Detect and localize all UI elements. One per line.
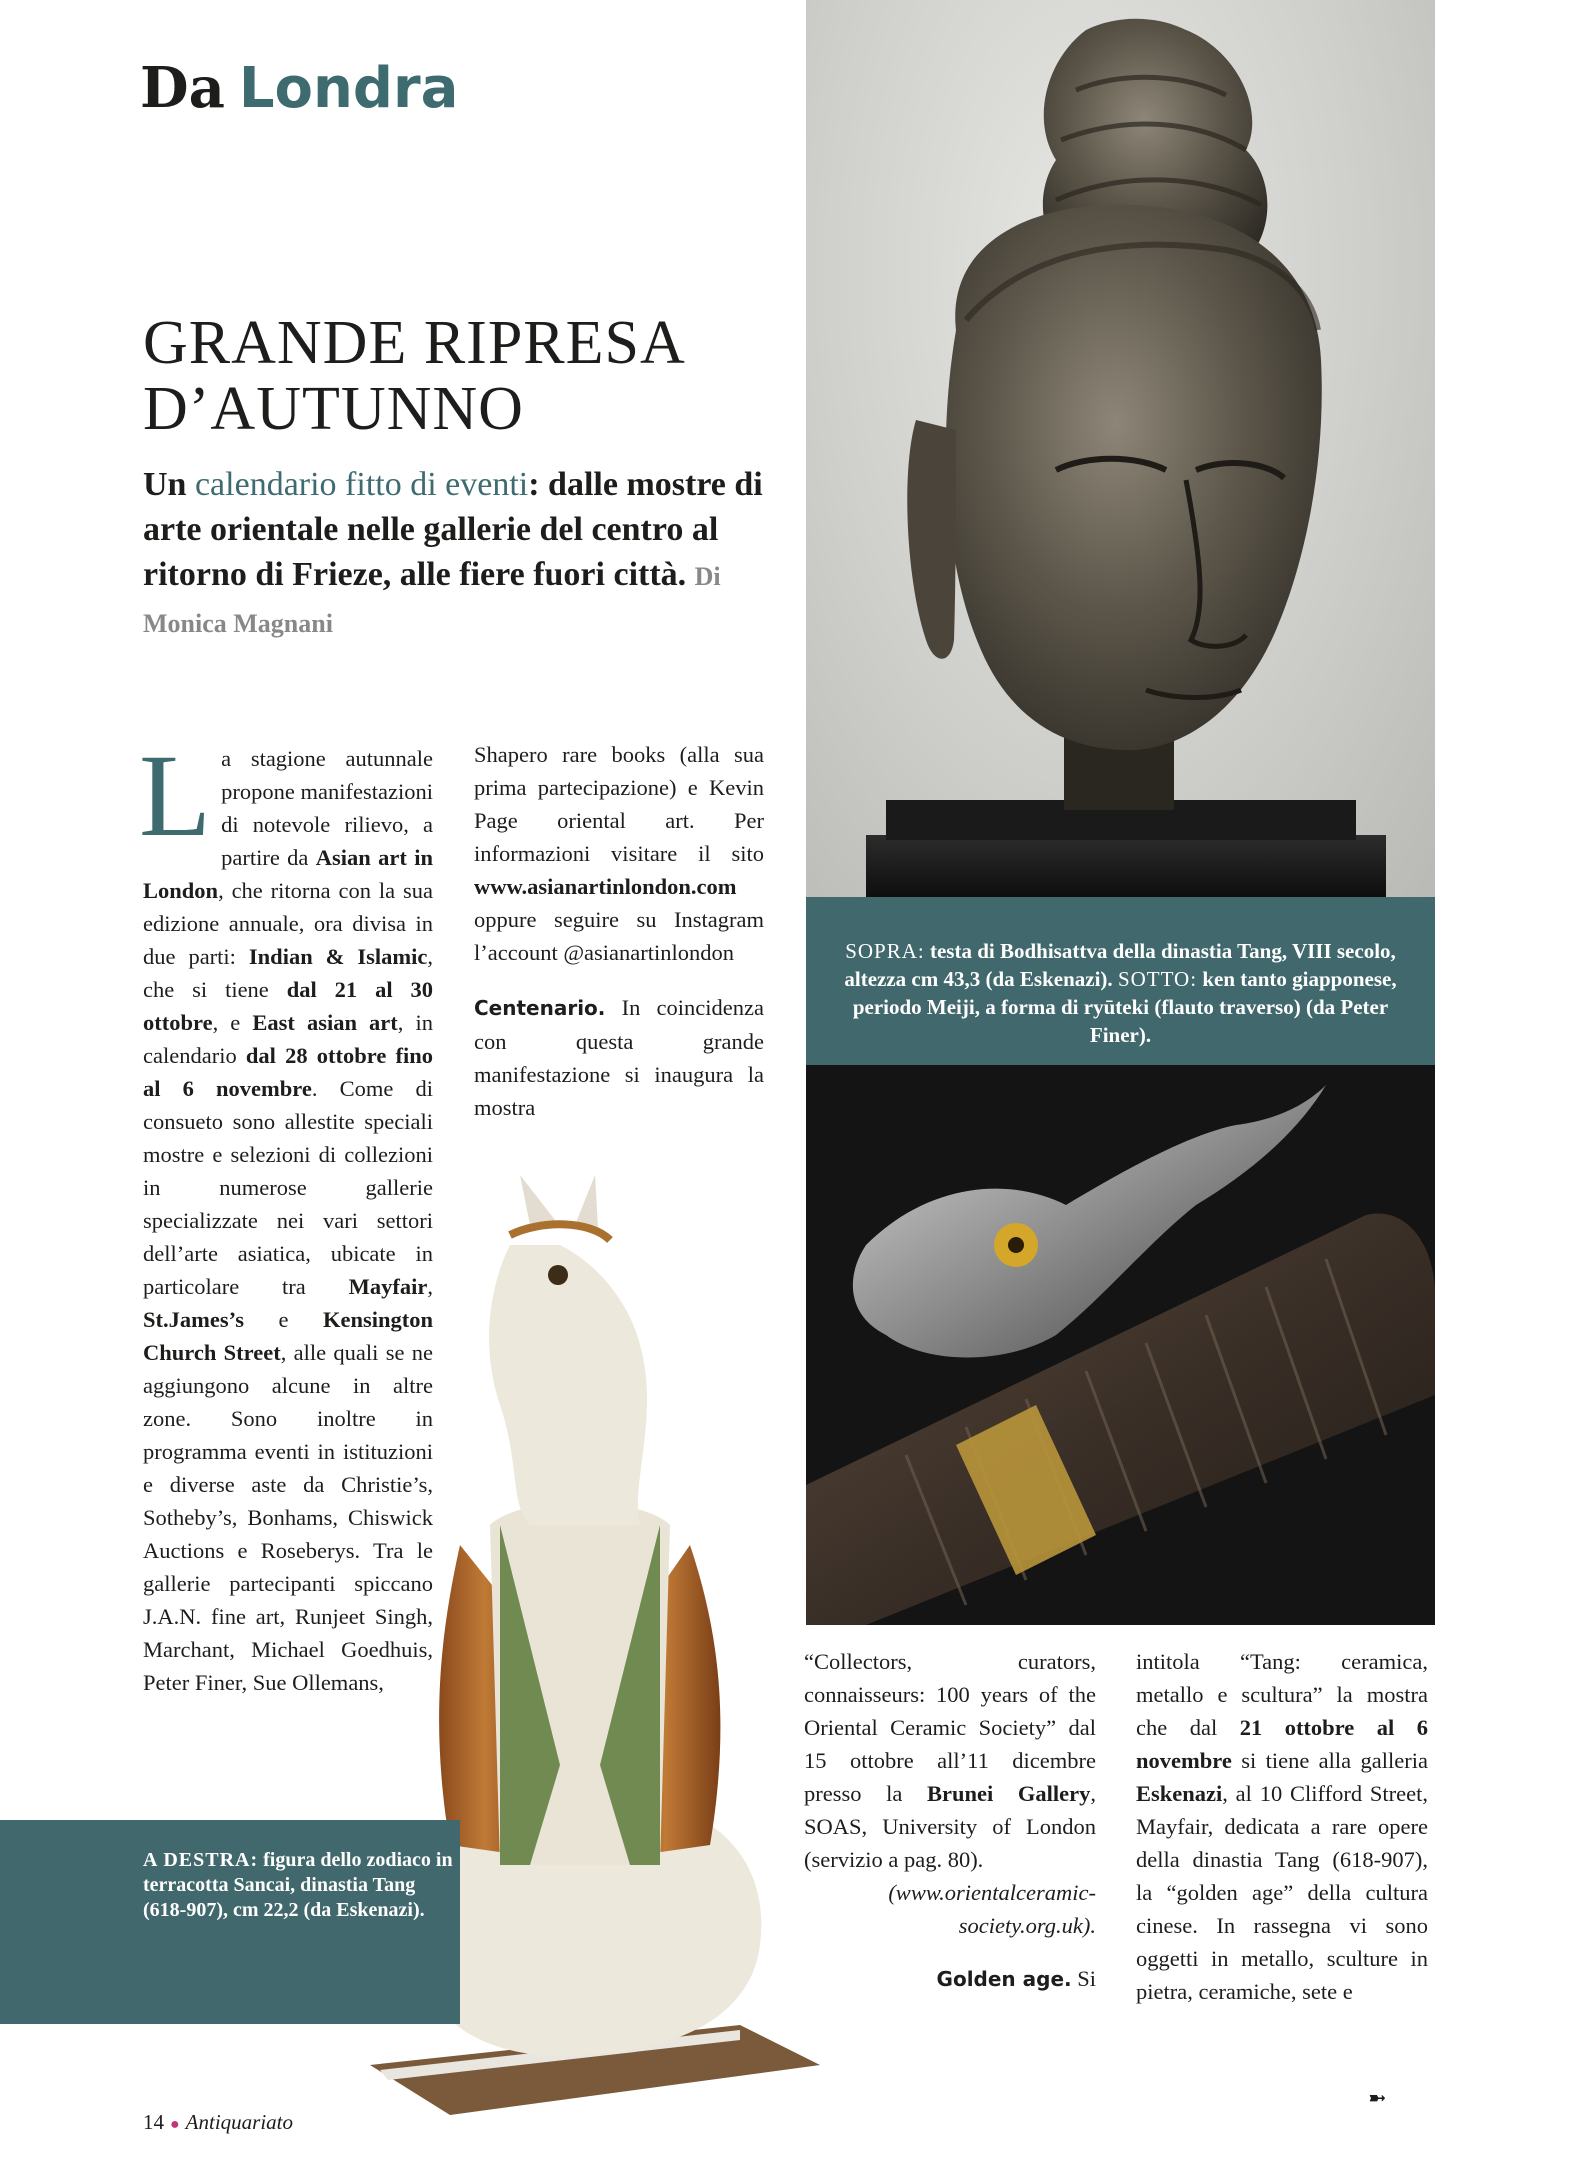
col3-text-2: , SOAS, University of London (servizio a pag. 80).: [804, 1781, 1097, 1872]
dek-intro: Un: [143, 466, 187, 503]
bodhisattva-head-photo: [806, 0, 1435, 897]
golden-age-lead: Golden age.: [936, 1967, 1072, 1991]
col1-bold-4: East asian art: [252, 1010, 398, 1035]
col3-text-1: “Collectors, curators, connaisseurs: 100 years of the Oriental Ceramic Society” dal 15 ottobre all’11 dicembre presso la: [804, 1649, 1096, 1806]
article-dek: [143, 462, 783, 646]
centenario-lead: Centenario.: [474, 996, 606, 1020]
col1-text-3: , che si tiene: [143, 944, 433, 1002]
bodhisattva-illustration: [806, 0, 1435, 897]
caption-top-text-1: testa di Bodhisattva della dinastia Tang, VIII secolo, altezza cm 43,3 (da Eskenazi).: [844, 939, 1396, 991]
article-headline: [143, 310, 686, 442]
col4-text-3: , al 10 Clifford Street, Mayfair, dedicata a rare opere della dinastia Tang (618-907), la “golden age” della cultura cinese. In rassegna vi sono oggetti in metallo, sculture in pietra, ceramiche, sete e: [1136, 1781, 1428, 2004]
source-url: (www.orientalceramic-society.org.uk).: [888, 1880, 1096, 1938]
page-folio: [143, 2110, 293, 2137]
col1-text-7: ,: [427, 1274, 434, 1299]
col4-bold-2: Eskenazi: [1136, 1781, 1223, 1806]
continue-arrow-icon: ➼: [1368, 2086, 1387, 2111]
col4-bold-1: 21 ottobre al 6 novembre: [1136, 1715, 1428, 1773]
col1-bold-1: Asian art in London: [143, 845, 433, 903]
col1-text-5: , in calendario: [143, 1010, 433, 1068]
body-column-3: [804, 1645, 1096, 1996]
col1-bold-7: St.James’s: [143, 1307, 245, 1332]
caption-left: [0, 1820, 460, 2024]
col3-bold-1: Brunei Gallery: [927, 1781, 1091, 1806]
dragon-tanto-photo: [806, 1065, 1435, 1625]
page-number: 14: [143, 2110, 164, 2134]
caption-top-text-2: ken tanto giapponese, periodo Meiji, a forma di ryūteki (flauto traverso) (da Peter Finer).: [852, 967, 1397, 1047]
section-prefix: Da: [140, 55, 225, 121]
col1-text-1: a stagione autunnale propone manifestazioni di notevole rilievo, a partire da: [221, 746, 433, 870]
section-header: [140, 55, 459, 121]
col2-text-1: Shapero rare books (alla sua prima partecipazione) e Kevin Page oriental art. Per informazioni visitare il sito: [474, 742, 764, 866]
bullet-dot-icon: ●: [170, 2116, 180, 2133]
headline-line-2: D’AUTUNNO: [143, 375, 524, 443]
byline: Di Monica Magnani: [143, 562, 721, 638]
col3-text-3: Si: [1077, 1966, 1096, 1991]
col4-text-2: si tiene alla galleria: [1241, 1748, 1428, 1773]
col1-text-6: . Come di consueto sono allestite speciali mostre e selezioni di collezioni in numerose gallerie specializzate nei vari settori dell’arte asiatica, ubicate in particolare tra: [143, 1076, 434, 1299]
body-column-4: [1136, 1645, 1428, 2008]
magazine-name: Antiquariato: [185, 2110, 294, 2134]
col1-text-8: e: [278, 1307, 289, 1332]
drop-cap: L: [139, 730, 212, 861]
dek-rest: : dalle mostre di arte orientale nelle gallerie del centro al ritorno di Frieze, alle fiere fuori città.: [143, 466, 763, 593]
col1-text-2: , che ritorna con la sua edizione annuale, ora divisa in due parti:: [143, 878, 433, 969]
caption-top-lead: SOPRA:: [845, 939, 925, 963]
headline-line-1: GRANDE RIPRESA: [143, 309, 686, 377]
col4-text-1: intitola “Tang: ceramica, metallo e scultura” la mostra che dal: [1136, 1649, 1428, 1740]
website-link[interactable]: www.asianartinlondon.com: [474, 874, 737, 899]
col2-text-2: oppure seguire su Instagram l’account @asianartinlondon: [474, 907, 764, 965]
col1-bold-2: Indian & Islamic: [248, 944, 428, 969]
col1-bold-6: Mayfair: [348, 1274, 428, 1299]
caption-left-text: figura dello zodiaco in terracotta Sancai, dinastia Tang (618-907), cm 22,2 (da Eskenazi).: [143, 1849, 453, 1921]
col1-bold-5: dal 28 ottobre fino al 6 novembre: [143, 1043, 434, 1101]
col1-text-4: , e: [212, 1010, 241, 1035]
col1-bold-8: Kensington Church Street: [143, 1307, 433, 1365]
body-column-2: [474, 738, 764, 1124]
dek-highlight: calendario fitto di eventi: [194, 466, 529, 503]
col1-text-9: , alle quali se ne aggiungono alcune in altre zone. Sono inoltre in programma eventi in istituzioni e diverse aste da Christie’s, Sotheby’s, Bonhams, Chiswick Auctions e Roseberys. Tra le gallerie partecipanti spiccano J.A.N. fine art, Runjeet Singh, Marchant, Michael Goedhuis, Peter Finer, Sue Ollemans,: [143, 1340, 433, 1695]
caption-top-lead-2: SOTTO:: [1117, 967, 1198, 991]
col2-text-3: In coincidenza con questa grande manifestazione si inaugura la mostra: [474, 995, 764, 1120]
caption-top: [806, 897, 1435, 1065]
caption-left-lead: A DESTRA:: [143, 1849, 259, 1871]
col1-bold-3: dal 21 al 30 ottobre: [143, 977, 433, 1035]
section-name: Londra: [238, 56, 459, 121]
dragon-tanto-illustration: [806, 1065, 1435, 1625]
